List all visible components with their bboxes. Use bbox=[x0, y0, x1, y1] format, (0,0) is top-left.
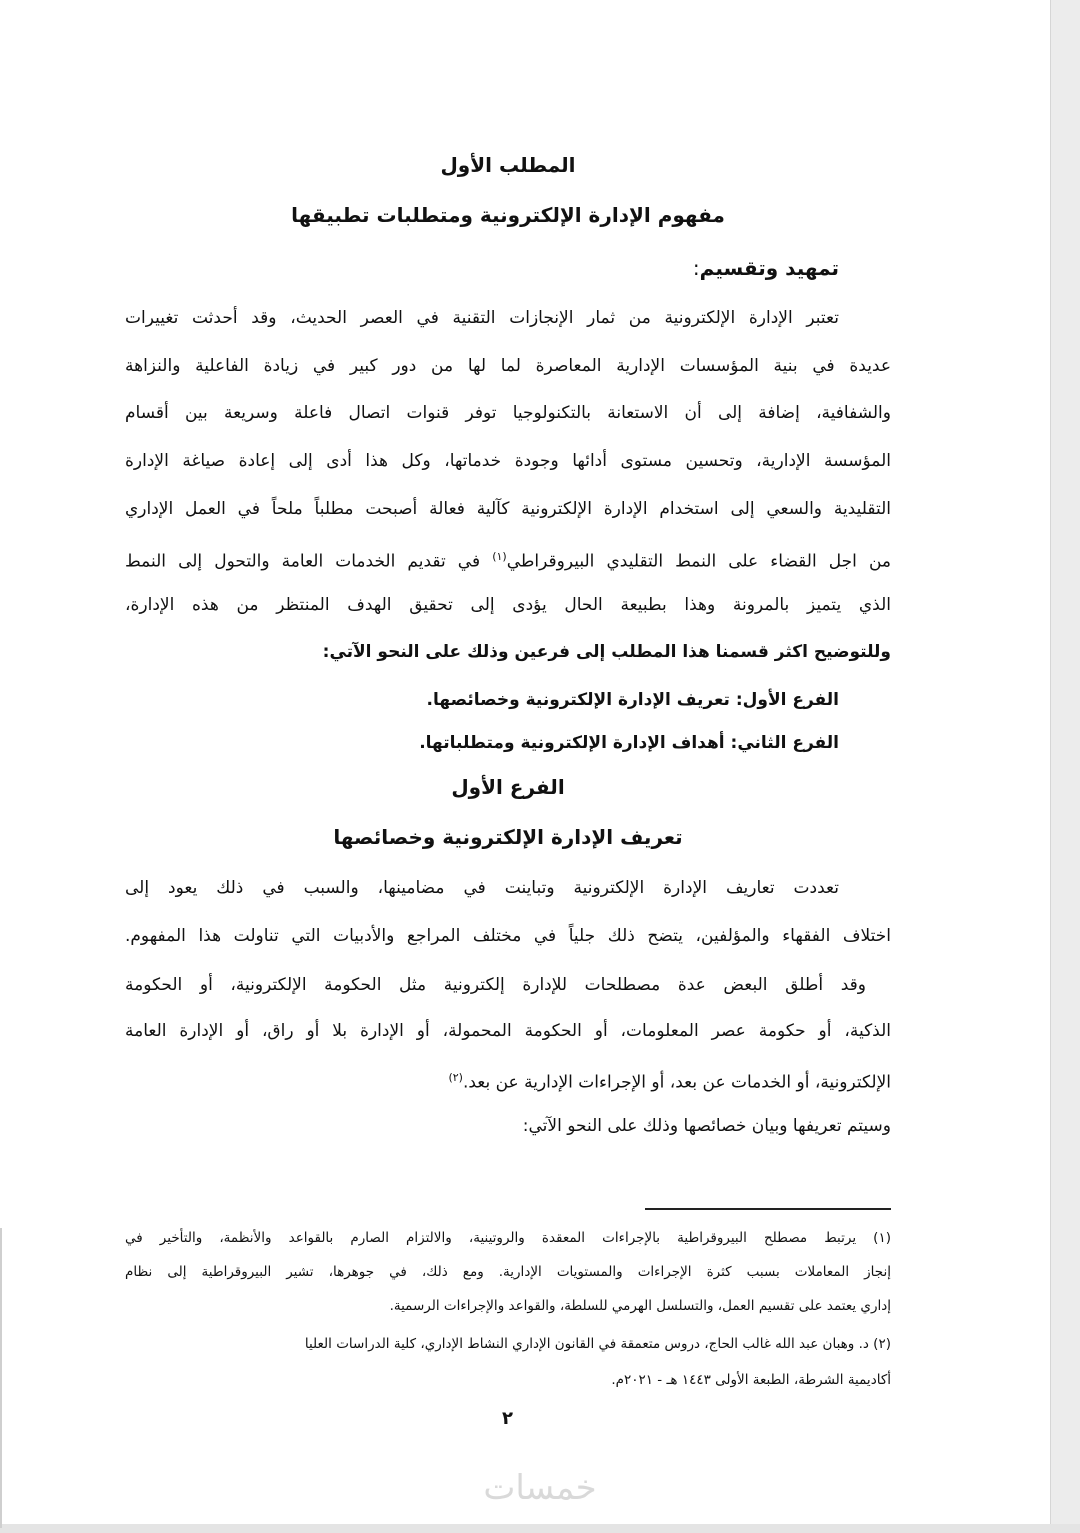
section-title: الفرع الأول bbox=[451, 775, 565, 799]
paragraph-line: اختلاف الفقهاء والمؤلفين، يتضح ذلك جلياً في مختلف المراجع والأدبيات التي تناولت هذا المفهوم. bbox=[125, 926, 891, 946]
text: في تقديم الخدمات العامة والتحول إلى النمط bbox=[125, 551, 493, 572]
footnote-line: أكاديمية الشرطة، الطبعة الأولى ١٤٤٣ هـ - ٢٠٢١م. bbox=[611, 1372, 891, 1388]
paragraph-line: المؤسسة الإدارية، وتحسين مستوى أدائها وجودة خدماتها، وكل هذا أدى إلى إعادة صياغة الإدارة bbox=[125, 451, 891, 471]
paragraph-line: الذي يتميز بالمرونة وهذا بطبيعة الحال يؤدى إلى تحقيق الهدف المنتظر من هذه الإدارة، bbox=[125, 595, 891, 615]
paragraph-line: وسيتم تعريفها وبيان خصائصها وذلك على النحو الآتي: bbox=[522, 1116, 891, 1136]
branch-item: الفرع الثاني: أهداف الإدارة الإلكترونية ومتطلباتها. bbox=[419, 733, 839, 753]
footnote-line: إنجاز المعاملات بسبب كثرة الإجراءات والمستويات الإدارية. ومع ذلك، في جوهرها، تشير البيروقراطية إلى نظام bbox=[125, 1264, 891, 1280]
footnote-line: (٢) د. وهبان عبد الله غالب الحاج، دروس متعمقة في القانون الإداري النشاط الإداري، كلية الدراسات العليا bbox=[304, 1336, 891, 1352]
text: من اجل القضاء على النمط التقليدي البيروقراطي bbox=[506, 551, 892, 572]
footnote-separator bbox=[645, 1208, 891, 1210]
page-edge bbox=[1050, 0, 1080, 1533]
text: الإلكترونية، أو الخدمات عن بعد، أو الإجراءات الإدارية عن بعد. bbox=[462, 1072, 891, 1093]
section-subtitle: تعريف الإدارة الإلكترونية وخصائصها bbox=[333, 825, 683, 849]
branch-item: الفرع الأول: تعريف الإدارة الإلكترونية وخصائصها. bbox=[426, 690, 839, 710]
footnote-ref[interactable]: (٢) bbox=[448, 1071, 463, 1084]
paragraph-line bbox=[125, 543, 891, 576]
footnote-ref[interactable]: (١) bbox=[492, 550, 507, 563]
intro-heading bbox=[125, 253, 891, 283]
footnote-line: (١) يرتبط مصطلح البيروقراطية بالإجراءات المعقدة والروتينية، والالتزام الصارم بالقواعد والأنظمة، والتأخير في bbox=[125, 1230, 891, 1246]
page-edge bbox=[0, 1524, 1080, 1533]
footnote-line: إداري يعتمد على تقسيم العمل، والتسلسل الهرمي للسلطة، والقواعد والإجراءات الرسمية. bbox=[389, 1298, 891, 1314]
page-edge bbox=[0, 1228, 2, 1528]
paragraph-line: التقليدية والسعي إلى استخدام الإدارة الإلكترونية كآلية فعالة أصبحت مطلباً ملحاً في العمل الإداري bbox=[125, 499, 891, 519]
page-subtitle: مفهوم الإدارة الإلكترونية ومتطلبات تطبيقها bbox=[291, 203, 725, 227]
page-number: ٢ bbox=[502, 1408, 513, 1429]
paragraph-line bbox=[125, 1064, 891, 1097]
paragraph-line: وللتوضيح اكثر قسمنا هذا المطلب إلى فرعين وذلك على النحو الآتي: bbox=[322, 642, 891, 662]
paragraph-line: الذكية، أو حكومة عصر المعلومات، أو الحكومة المحمولة، أو الإدارة بلا أو راق، أو الإدارة العامة bbox=[125, 1021, 891, 1041]
colon: : bbox=[692, 256, 700, 280]
paragraph-line: تعتبر الإدارة الإلكترونية من ثمار الإنجازات التقنية في العصر الحديث، وقد أحدثت تغييرات bbox=[125, 308, 839, 328]
paragraph-line: عديدة في بنية المؤسسات الإدارية المعاصرة لما لها من دور كبير في زيادة الفاعلية والنزاهة bbox=[125, 356, 891, 376]
paragraph-line: وقد أطلق البعض عدة مصطلحات للإدارة إلكترونية مثل الحكومة الإلكترونية، أو الحكومة bbox=[125, 975, 866, 995]
watermark-logo: خمسات bbox=[483, 1468, 597, 1508]
intro-heading-text: تمهيد وتقسيم bbox=[699, 256, 839, 280]
paragraph-line: والشفافية، إضافة إلى أن الاستعانة بالتكنولوجيا توفر قنوات اتصال فاعلة وسريعة بين أقسام bbox=[125, 403, 891, 423]
paragraph-line: تعددت تعاريف الإدارة الإلكترونية وتباينت في مضامينها، والسبب في ذلك يعود إلى bbox=[125, 878, 839, 898]
page-title: المطلب الأول bbox=[440, 153, 576, 177]
